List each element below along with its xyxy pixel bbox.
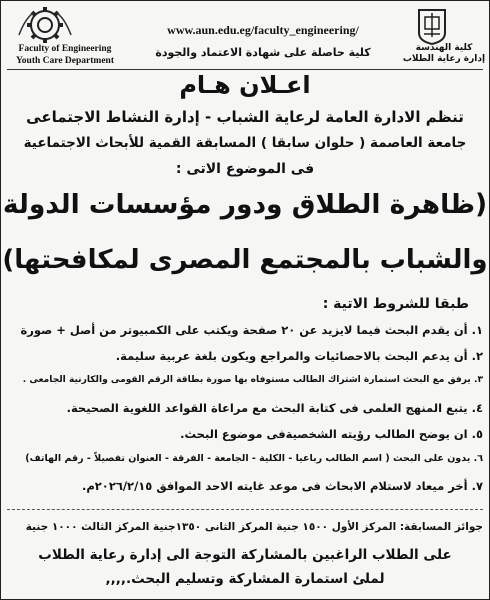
condition-item: ١. أن يقدم البحث فيما لايزيد عن ٢٠ صفحة ويكتب على الكمبيوتر من أصل + صورة xyxy=(20,323,483,337)
header-divider xyxy=(7,69,483,70)
closing-line2: لملئ استمارة المشاركة وتسليم البحث.,,,, xyxy=(105,571,385,587)
competition-line: جامعة العاصمة ( حلوان سابقا ) المسابقة القمية للأبحاث الاجتماعية xyxy=(23,135,467,151)
faculty-name-arabic xyxy=(399,43,489,65)
condition-item: ٦. يدون على البحث ( اسم الطالب رباعيا - الكلية - الجامعة - الفرقة - العنوان تفصيلاً - رقم الهاتف) xyxy=(25,453,483,464)
university-crest-icon xyxy=(416,7,448,45)
left-department: Youth Care Department xyxy=(16,56,114,66)
announcement-title: اعـلان هـام xyxy=(179,71,311,99)
right-faculty: كلية الهندسة xyxy=(415,43,473,53)
closing-line1: على الطلاب الراغبين بالمشاركة التوجة الى إدارة رعاية الطلاب xyxy=(38,547,452,563)
certificate-note: كلية حاصلة على شهادة الاعتماد والجودة xyxy=(155,46,371,59)
condition-item: ٧. أخر ميعاد لاستلام الابحاث فى موعد غايته الاحد الموافق ٢٠٢٦/٢/١٥م. xyxy=(81,479,483,493)
condition-item: ٤. يتبع المنهج العلمى فى كتابة البحث مع مراعاة القواعد اللغوية الصحيحة. xyxy=(66,401,483,415)
conditions-heading: طبقا للشروط الاتية : xyxy=(322,296,469,312)
topic-title-line1: (ظاهرة الطلاق ودور مؤسسات الدولة xyxy=(2,189,488,220)
right-department: إدارة رعاية الطلاب xyxy=(402,54,486,64)
topic-title-line2: والشباب بالمجتمع المصرى لمكافحتها) xyxy=(2,245,488,275)
prizes-line: جوائز المسابقة: المركز الأول ١٥٠٠ جنية المركز الثانى ١٣٥٠جنية المركز الثالث ١٠٠٠ جنية xyxy=(25,521,483,533)
left-faculty: Faculty of Engineering xyxy=(18,44,112,54)
faculty-name-english xyxy=(5,43,125,67)
letterhead xyxy=(1,1,489,75)
faculty-gear-logo-icon xyxy=(15,5,75,45)
organizer-line: تنظم الادارة العامة لرعاية الشباب - إدارة النشاط الاجتماعى xyxy=(26,108,464,126)
section-divider xyxy=(7,509,483,510)
website-url: www.aun.edu.eg/faculty_engineering/ xyxy=(167,23,359,37)
condition-item: ٣. يرفق مع البحث استمارة اشتراك الطالب مستوفاه بها صورة بطاقة الرقم القومى والكارنية الجامعى . xyxy=(22,375,483,385)
condition-item: ٥. ان يوضح الطالب رؤيته الشخصيةفى موضوع البحث. xyxy=(180,427,483,441)
condition-item: ٢. أن يدعم البحث بالاحصائيات والمراجع ويكون بلغة عربية سليمة. xyxy=(115,349,483,363)
topic-intro: فى الموضوع الاتى : xyxy=(175,161,315,177)
